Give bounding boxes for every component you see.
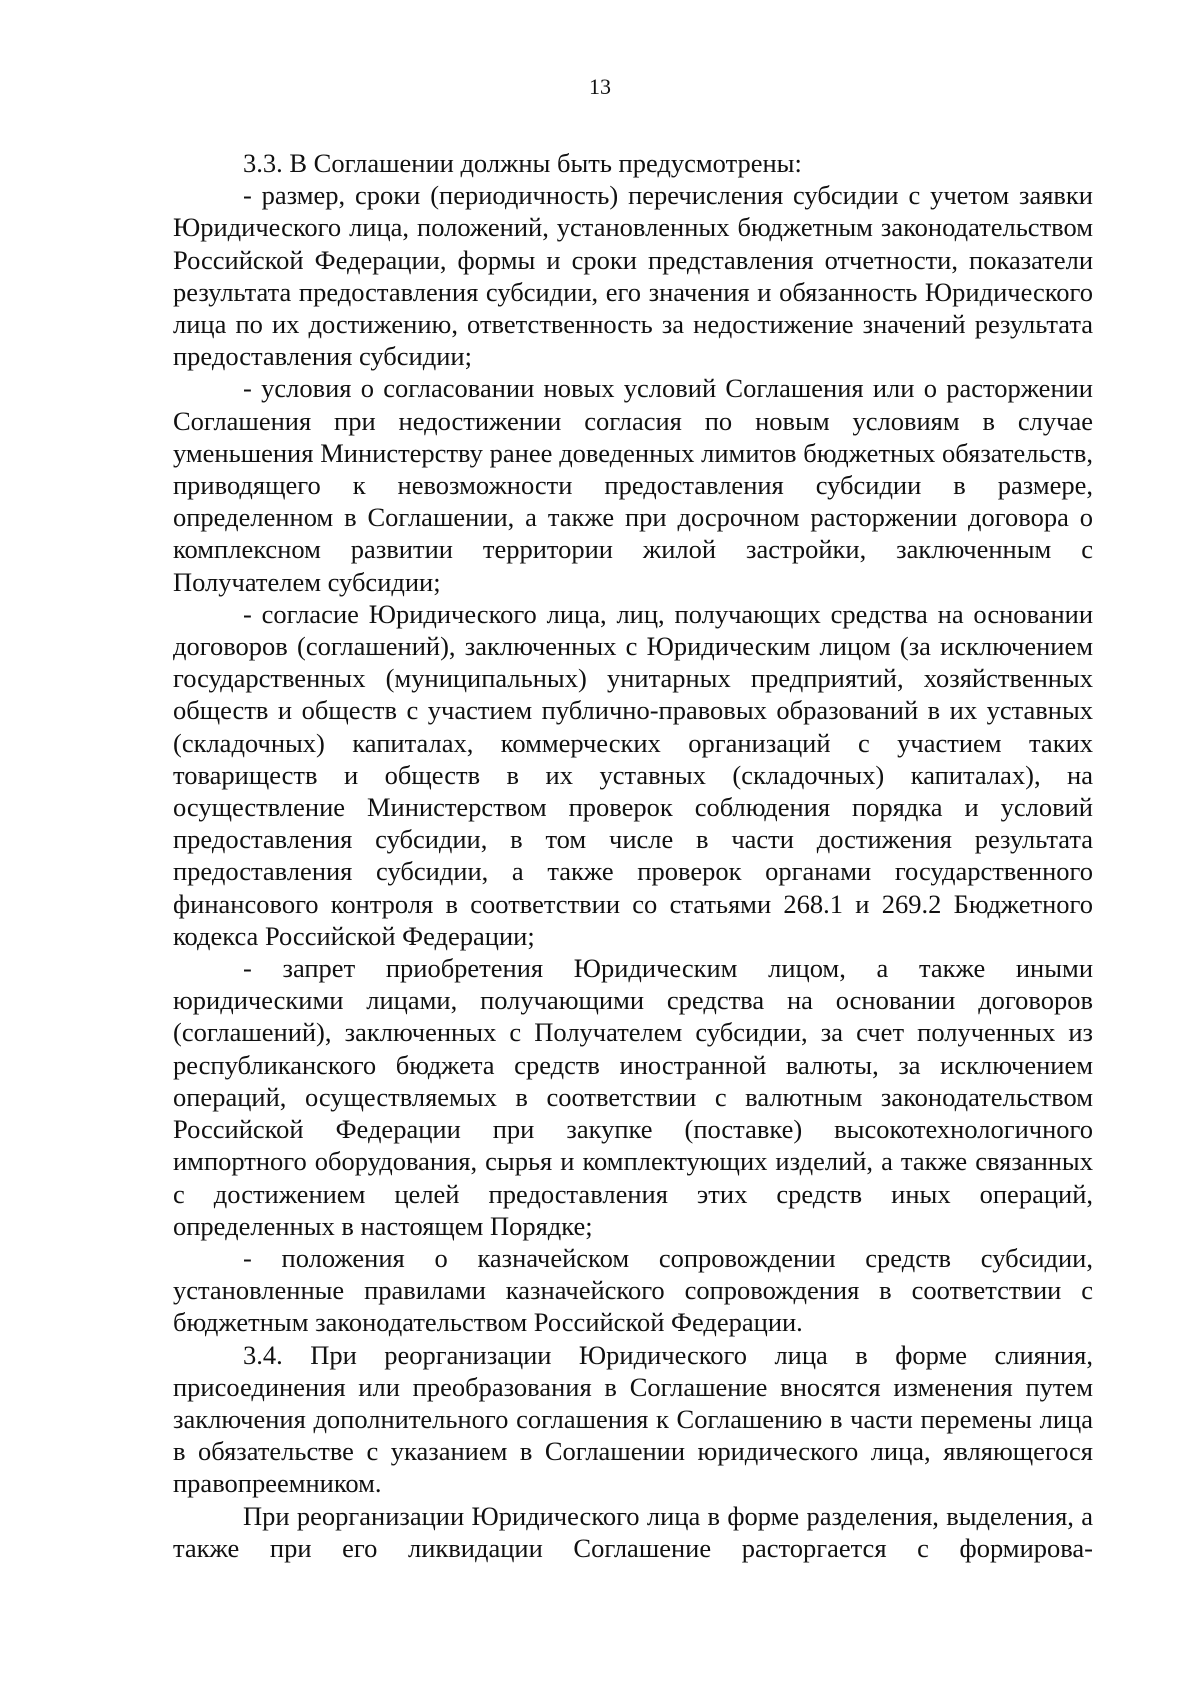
page-number: 13 (589, 74, 611, 99)
paragraph-agreement-conditions: - условия о согласовании новых условий Соглашения или о расторжении Соглашения при недостижении согласия по новым условиям в случае уменьшения Министерству ранее доведенных лимитов бюджетных обязательств, приводящего к невозможности предоставления субсидии в размере, определенном в Соглашении, а также при досрочном расторжении договора о комплексном развитии территории жилой застройки, заключенным с Получателем субсидии; (173, 373, 1093, 597)
paragraph-subsidy-amount: - размер, сроки (периодичность) перечисления субсидии с учетом заявки Юридического лица, положений, установленных бюджетным законодательством Российской Федерации, формы и сроки представления отчетности, показатели результата предоставления субсидии, его значения и обязанность Юридического лица по их достижению, ответственность за недостижение значений результата предоставления субсидии; (173, 180, 1093, 372)
paragraph-treasury-support: - положения о казначейском сопровождении средств субсидии, установленные правилами казначейского сопровождения в соответствии с бюджетным законодательством Российской Федерации. (173, 1242, 1093, 1338)
paragraph-currency-prohibition: - запрет приобретения Юридическим лицом, а также иными юридическими лицами, получающими средства на основании договоров (соглашений), заключенных с Получателем субсидии, за счет полученных из республиканского бюджета средств иностранной валюты, за исключением операций, осуществляемых в соответствии с валютным законодательством Российской Федерации при закупке (поставке) высокотехнологичного импортного оборудования, сырья и комплектующих изделий, а также связанных с достижением целей предоставления этих средств иных операций, определенных в настоящем Порядке; (173, 953, 1093, 1241)
document-body (173, 147, 1093, 1564)
paragraph-3-4-reorganization: 3.4. При реорганизации Юридического лица в форме слияния, присоединения или преобразования в Соглашение вносятся изменения путем заключения дополнительного соглашения к Соглашению в части перемены лица в обязательстве с указанием в Соглашении юридического лица, являющегося правопреемником. (173, 1339, 1093, 1499)
paragraph-reorganization-division: При реорганизации Юридического лица в форме разделения, выделения, а также при его ликвидации Соглашение расторгается с формирова- (173, 1500, 1093, 1563)
paragraph-inspection-consent: - согласие Юридического лица, лиц, получающих средства на основании договоров (соглашений), заключенных с Юридическим лицом (за исключением государственных (муниципальных) унитарных предприятий, хозяйственных обществ и обществ с участием публично-правовых образований в их уставных (складочных) капиталах, коммерческих организаций с участием таких товариществ и обществ в их уставных (складочных) капиталах), на осуществление Министерством проверок соблюдения порядка и условий предоставления субсидии, в том числе в части достижения результата предоставления субсидии, а также проверок органами государственного финансового контроля в соответствии со статьями 268.1 и 269.2 Бюджетного кодекса Российской Федерации; (173, 598, 1093, 951)
paragraph-3-3-heading: 3.3. В Соглашении должны быть предусмотрены: (243, 148, 802, 178)
